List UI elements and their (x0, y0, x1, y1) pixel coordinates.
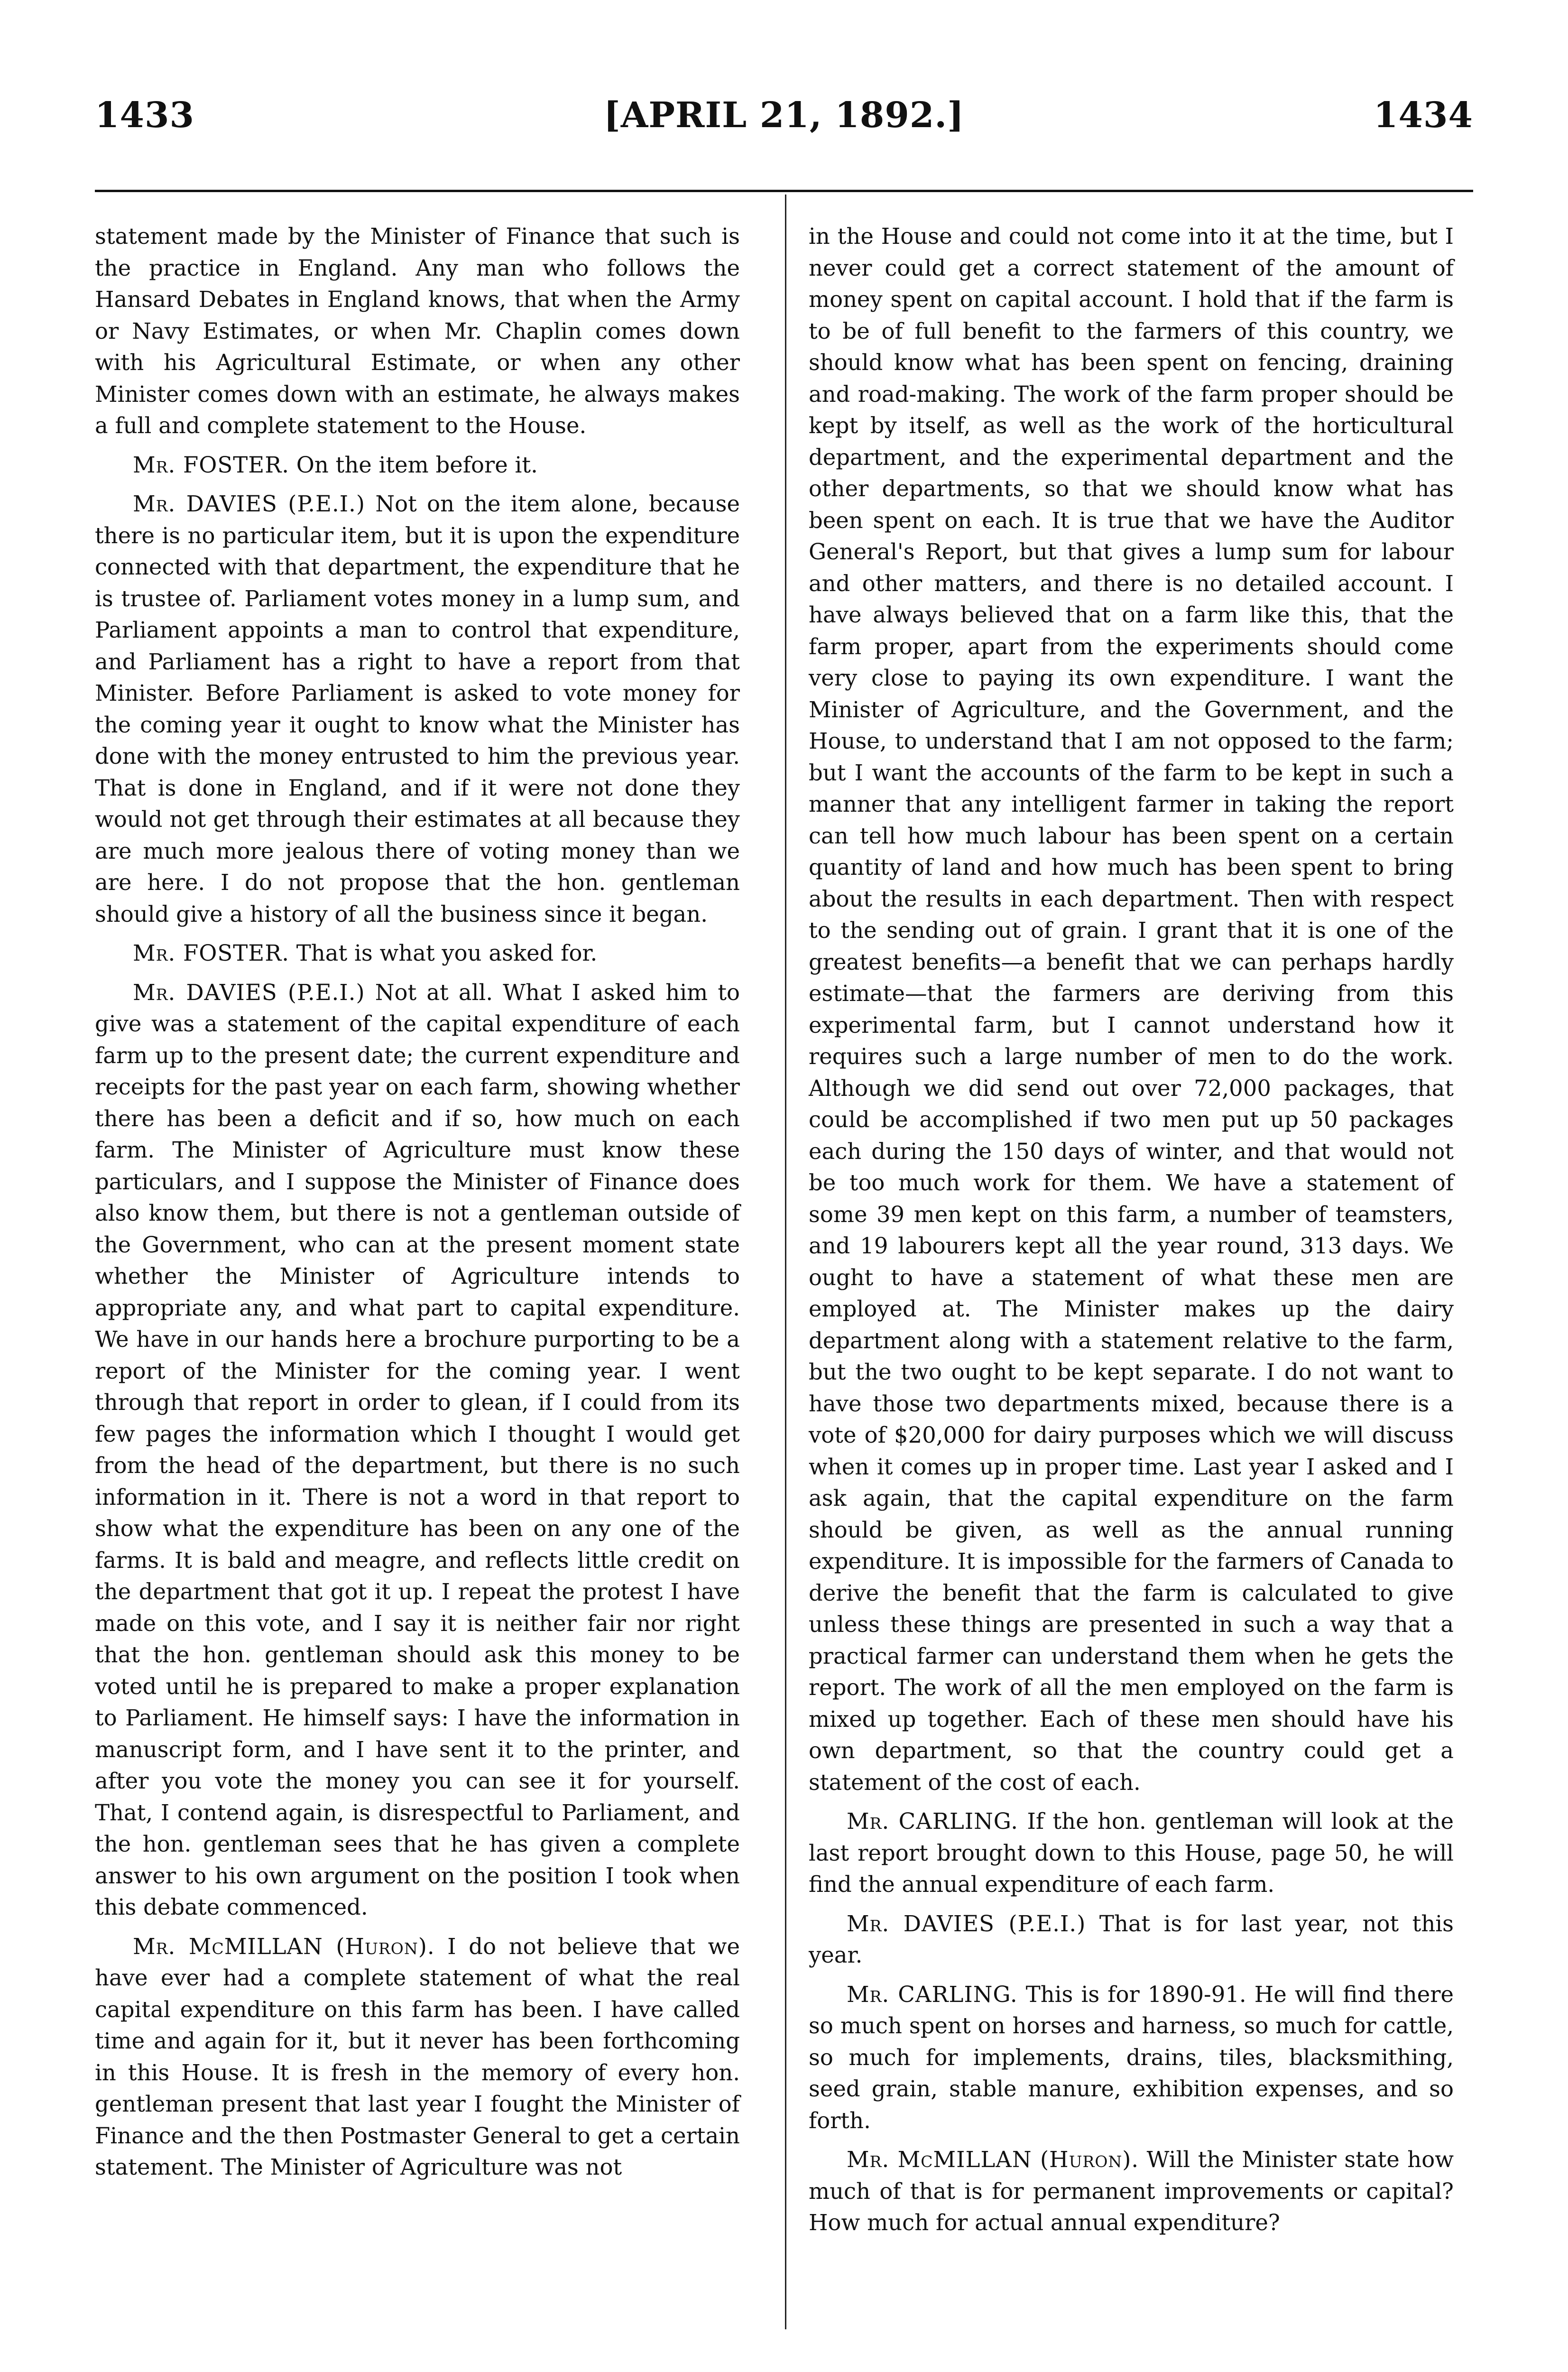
left-column (95, 221, 740, 2183)
speaker-name: Mr. CARLING. (847, 1981, 1018, 2007)
speaker-name: Mr. FOSTER. (133, 452, 290, 478)
paragraph (95, 488, 740, 930)
paragraph (809, 1979, 1454, 2137)
speaker-name: Mr. DAVIES (P.E.I.) (847, 1910, 1086, 1937)
page-header (95, 95, 1473, 152)
paragraph-text: If the hon. gentleman will look at the last report brought down to this House, page 50, he will find the annual expenditure of each farm. (809, 1808, 1454, 1897)
paragraph-text: statement made by the Minister of Finance that such is the practice in England. Any man who follows the Hansard Debates in England knows, that when the Army or Navy Estimates, or when Mr. Chaplin comes down with his Agricultural Estimate, or when any other Minister comes down with an estimate, he always makes a full and complete statement to the House. (95, 223, 740, 438)
right-column (809, 221, 1454, 2239)
speaker-name: Mr. DAVIES (P.E.I.) (133, 979, 365, 1005)
paragraph (809, 221, 1454, 1798)
speaker-name: Mr. FOSTER. (133, 940, 290, 966)
paragraph-text: Not at all. What I asked him to give was a statement of the capital expenditure of each farm up to the present date; the current expenditure and receipts for the past year on each farm, showing whether there has been a deficit and if so, how much on each farm. The Minister of Agriculture must know these particulars, and I suppose the Minister of Finance does also know them, but there is not a gentleman outside of the Government, who can at the present moment state whether the Minister of Agriculture intends to appropriate any, and what part to capital expenditure. We have in our hands here a brochure purporting to be a report of the Minister for the coming year. I went through that report in order to glean, if I could from its few pages the information which I thought I would get from the head of the department, but there is no such information in it. There is not a word in that report to show what the expenditure has been on any one of the farms. It is bald and meagre, and reflects little credit on the department that got it up. I repeat the protest I have made on this vote, and I say it is neither fair nor right that the hon. gentleman should ask this money to be voted until he is prepared to make a proper explanation to Parliament. He himself says: I have the information in manuscript form, and I have sent it to the printer, and after you vote the money you can see it for yourself. That, I contend again, is disrespectful to Parliament, and the hon. gentleman sees that he has given a complete answer to his own argument on the position I took when this debate commenced. (95, 979, 740, 1920)
paragraph-text: That is what you asked for. (296, 940, 598, 966)
header-rule (95, 190, 1473, 192)
paragraph (95, 221, 740, 442)
page-number-left: 1433 (95, 95, 194, 136)
column-divider (785, 195, 786, 2329)
paragraph-text: This is for 1890-91. He will find there so much spent on horses and harness, so much for cattle, so much for implements, drains, tiles, blacksmithing, seed grain, stable manure, exhibition expenses, and so forth. (809, 1981, 1454, 2133)
paragraph-text: I do not believe that we have ever had a complete statement of what the real capital expenditure on this farm has been. I have called time and again for it, but it never has been forthcoming in this House. It is fresh in the memory of every hon. gentleman present that last year I fought the Minister of Finance and the then Postmaster General to get a certain statement. The Minister of Agriculture was not (95, 1933, 740, 2180)
paragraph-text: On the item before it. (296, 452, 538, 478)
page-date: [APRIL 21, 1892.] (603, 95, 965, 136)
paragraph (95, 937, 740, 969)
paragraph (809, 1908, 1454, 1971)
paragraph (95, 1931, 740, 2183)
speaker-name: Mr. McMILLAN (Huron). (133, 1933, 435, 1959)
paragraph-text: Not on the item alone, because there is no particular item, but it is upon the expenditure connected with that department, the expenditure that he is trustee of. Parliament votes money in a lump sum, and Parliament appoints a man to control that expenditure, and Parliament has a right to have a report from that Minister. Before Parliament is asked to vote money for the coming year it ought to know what the Minister has done with the money entrusted to him the previous year. That is done in England, and if it were not done they would not get through their estimates at all because they are much more jealous there of voting money than we are here. I do not propose that the hon. gentleman should give a history of all the business since it began. (95, 491, 740, 927)
speaker-name: Mr. McMILLAN (Huron). (847, 2147, 1139, 2172)
page-number-right: 1434 (1374, 95, 1473, 136)
speaker-name: Mr. DAVIES (P.E.I.) (133, 491, 366, 517)
paragraph-text: in the House and could not come into it at the time, but I never could get a correct statement of the amount of money spent on capital account. I hold that if the farm is to be of full benefit to the farmers of this country, we should know what has been spent on fencing, draining and road-making. The work of the farm proper should be kept by itself, as well as the work of the horticultural department, and the experimental department and the other departments, so that we should know what has been spent on each. It is true that we have the Auditor General's Report, but that gives a lump sum for labour and other matters, and there is no detailed account. I have always believed that on a farm like this, that the farm proper, apart from the experiments should come very close to paying its own expenditure. I want the Minister of Agriculture, and the Government, and the House, to understand that I am not opposed to the farm; but I want the accounts of the farm to be kept in such a manner that any intelligent farmer in taking the report can tell how much labour has been spent on a certain quantity of land and how much has been spent to bring about the results in each department. Then with respect to the sending out of grain. I grant that it is one of the greatest benefits—a benefit that we can perhaps hardly estimate—that the farmers are deriving from this experimental farm, but I cannot understand how it requires such a large number of men to do the work. Although we did send out over 72,000 packages, that could be accomplished if two men put up 50 packages each during the 150 days of winter, and that would not be too much work for them. We have a statement of some 39 men kept on this farm, a number of teamsters, and 19 labourers kept all the year round, 313 days. We ought to have a statement of what these men are employed at. The Minister makes up the dairy department along with a statement relative to the farm, but the two ought to be kept separate. I do not want to have those two departments mixed, because there is a vote of $20,000 for dairy purposes which we will discuss when it comes up in proper time. Last year I asked and I ask again, that the capital expenditure on the farm should be given, as well as the annual running expenditure. It is impossible for the farmers of Canada to derive the benefit that the farm is calculated to give unless these things are presented in such a way that a practical farmer can understand them when he gets the report. The work of all the men employed on the farm is mixed up together. Each of these men should have his own department, so that the country could get a statement of the cost of each. (809, 223, 1454, 1795)
paragraph (809, 2144, 1454, 2239)
paragraph (809, 1806, 1454, 1900)
paragraph-text: Will the Minister state how much of that is for permanent improvements or capital? How much for actual annual expenditure? (809, 2147, 1454, 2235)
paragraph-text: That is for last year, not this year. (809, 1910, 1454, 1968)
speaker-name: Mr. CARLING. (847, 1808, 1019, 1834)
paragraph (95, 977, 740, 1923)
paragraph (95, 449, 740, 481)
